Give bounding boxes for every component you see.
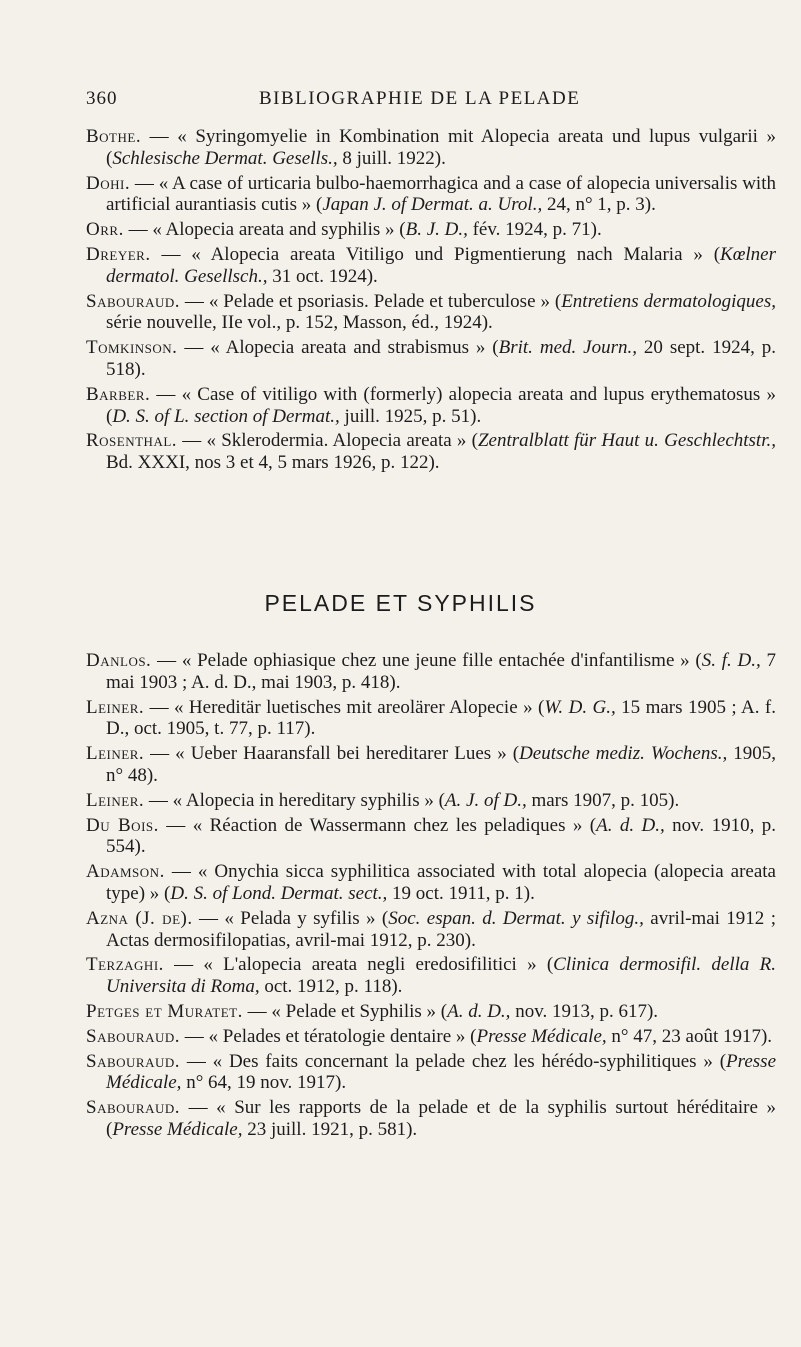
entry-author: Tomkinson. <box>86 337 178 359</box>
entry-source: Brit. med. Journ., <box>498 337 637 359</box>
entry-title: — « Pelades et tératologie dentaire » ( <box>180 1025 477 1047</box>
entry-details: 23 juill. 1921, p. 581). <box>242 1118 418 1140</box>
entry-author: Orr. <box>86 219 124 241</box>
entry-author: Adamson. <box>86 861 165 883</box>
entry-author: Rosenthal. <box>86 430 178 452</box>
page-header <box>0 88 801 122</box>
bibliography-entry <box>86 815 776 859</box>
entry-author: Dohi. <box>86 172 131 194</box>
entry-author: Sabouraud. <box>86 290 180 312</box>
entry-author: Danlos. <box>86 650 152 671</box>
bibliography-entry <box>86 173 776 217</box>
bibliography-entry <box>86 954 776 998</box>
entry-source: Presse Médicale, <box>106 1050 776 1094</box>
entry-details: 20 sept. 1924, p. 518). <box>106 337 776 380</box>
entry-title: — « Hereditär luetisches mit areolärer Alopecie » ( <box>144 696 545 718</box>
entry-source: Kœlner dermatol. Gesellsch., <box>106 243 776 287</box>
entry-details: n° 64, 19 nov. 1917). <box>181 1072 347 1094</box>
running-title: BIBLIOGRAPHIE DE LA PELADE <box>259 88 581 109</box>
entry-title: — « Onychia sicca syphilitica associated with total alopecia (alopecia areata type) » ( <box>106 861 776 904</box>
entry-details: 19 oct. 1911, p. 1). <box>387 882 535 904</box>
entry-details: nov. 1910, p. 554). <box>106 814 776 858</box>
entry-details: avril-mai 1912 ; Actas dermosifilopatias, avril-mai 1912, p. 230). <box>106 907 776 951</box>
bibliography-entry <box>86 337 776 381</box>
entry-title: — « Alopecia areata and strabismus » ( <box>177 337 499 359</box>
entry-author: Dreyer. <box>86 243 151 265</box>
entry-title: — « Ueber Haaransfall bei hereditarer Lues » ( <box>144 743 520 765</box>
entry-title: — « Alopecia in hereditary syphilis » ( <box>144 789 445 811</box>
bibliography-list <box>86 650 776 1144</box>
bibliography-entry <box>86 244 776 288</box>
bibliography-entry <box>86 697 776 741</box>
page-number: 360 <box>86 88 118 109</box>
entry-source: Clinica dermosifil. della R. Universita di Roma, <box>106 954 776 998</box>
entry-author: Leiner. <box>86 743 145 765</box>
bibliography-entry <box>86 1026 776 1048</box>
entry-source: Entretiens dermatologiques, <box>561 290 776 312</box>
entry-details: 24, n° 1, p. 3). <box>542 194 656 216</box>
entry-author: Petges et Muratet. <box>86 1000 243 1022</box>
entry-source: A. d. D., <box>447 1000 511 1022</box>
entry-title: — « Pelade ophiasique chez une jeune fille entachée d'infantilisme » ( <box>151 650 702 671</box>
entry-author: Azna (J. de). <box>86 907 193 929</box>
entry-author: Terzaghi. <box>86 954 164 976</box>
entry-source: Deutsche mediz. Wochens., <box>519 743 728 765</box>
entry-title: — « Syringomyelie in Kombination mit Alopecia areata und lupus vulgarii » ( <box>106 126 776 169</box>
entry-author: Bothe. <box>86 126 142 147</box>
entry-details: mars 1907, p. 105). <box>526 789 680 811</box>
entry-source: W. D. G., <box>544 696 616 718</box>
entry-details: 31 oct. 1924). <box>267 265 378 287</box>
entry-author: Sabouraud. <box>86 1050 180 1072</box>
entry-details: oct. 1912, p. 118). <box>259 976 403 998</box>
entry-author: Sabouraud. <box>86 1097 180 1119</box>
entry-details: 8 juill. 1922). <box>337 147 446 169</box>
entry-details: fév. 1924, p. 71). <box>467 219 602 241</box>
entry-source: Soc. espan. d. Dermat. y sifilog., <box>388 907 644 929</box>
entry-source: Schlesische Dermat. Gesells., <box>112 147 338 169</box>
entry-source: D. S. of L. section of Dermat., <box>112 405 340 427</box>
entry-details: 15 mars 1905 ; A. f. D., oct. 1905, t. 77, p. 117). <box>106 696 777 740</box>
entry-source: Japan J. of Dermat. a. Urol., <box>322 194 543 216</box>
entry-title: — « Alopecia areata and syphilis » ( <box>123 219 406 241</box>
bibliography-entry <box>86 291 776 335</box>
entry-author: Sabouraud. <box>86 1025 180 1047</box>
entry-title: — « Alopecia areata Vitiligo und Pigmentierung nach Malaria » ( <box>150 243 721 265</box>
section-heading: PELADE ET SYPHILIS <box>264 590 537 616</box>
bibliography-entry <box>86 219 776 241</box>
bibliography-entry <box>86 1051 776 1095</box>
entry-author: Barber. <box>86 383 151 405</box>
entry-title: — « L'alopecia areata negli eredosifilitici » ( <box>163 954 554 976</box>
bibliography-entry <box>86 430 776 474</box>
entry-details: nov. 1913, p. 617). <box>510 1000 659 1022</box>
entry-title: — « Sur les rapports de la pelade et de la syphilis surtout héréditaire » ( <box>106 1097 776 1140</box>
entry-title: — « Case of vitiligo with (formerly) alopecia areata and lupus erythematosus » ( <box>106 383 776 427</box>
entry-source: S. f. D., <box>701 650 761 671</box>
entry-source: D. S. of Lond. Dermat. sect., <box>170 882 388 904</box>
entry-author: Du Bois. <box>86 814 159 836</box>
entry-source: B. J. D., <box>405 219 468 241</box>
entry-details: 7 mai 1903 ; A. d. D., mai 1903, p. 418). <box>106 650 777 693</box>
bibliography-entry <box>86 650 776 694</box>
entry-source: Zentralblatt für Haut u. Geschlechtstr., <box>477 430 776 452</box>
bibliography-entry <box>86 861 776 905</box>
entry-title: — « A case of urticaria bulbo-haemorrhagica and a case of alopecia universalis with artificial aurantiasis cutis » ( <box>106 172 776 216</box>
bibliography-entry <box>86 908 776 952</box>
bibliography-entry <box>86 1097 776 1141</box>
entry-source: A. d. D., <box>596 814 665 836</box>
entry-details: juill. 1925, p. 51). <box>339 405 482 427</box>
entry-title: — « Des faits concernant la pelade chez les hérédo-syphilitiques » ( <box>180 1050 727 1072</box>
bibliography-entry <box>86 126 776 170</box>
entry-title: — « Sklerodermia. Alopecia areata » ( <box>177 430 478 452</box>
entry-title: — « Pelade et psoriasis. Pelade et tuberculose » ( <box>180 290 562 312</box>
bibliography-entry <box>86 743 776 787</box>
entry-details: n° 47, 23 août 1917). <box>606 1025 773 1047</box>
entry-title: — « Réaction de Wassermann chez les peladiques » ( <box>158 814 597 836</box>
entry-author: Leiner. <box>86 696 145 718</box>
entry-details: série nouvelle, IIe vol., p. 152, Masson, éd., 1924). <box>106 312 493 334</box>
bibliography-entry <box>86 384 776 428</box>
bibliography-list <box>86 126 776 477</box>
bibliography-entry <box>86 1001 776 1023</box>
entry-source: A. J. of D., <box>444 789 527 811</box>
entry-details: Bd. XXXI, nos 3 et 4, 5 mars 1926, p. 122). <box>106 452 440 474</box>
entry-author: Leiner. <box>86 789 145 811</box>
bibliography-entry <box>86 790 776 812</box>
entry-source: Presse Médicale, <box>476 1025 607 1047</box>
entry-title: — « Pelade et Syphilis » ( <box>242 1000 448 1022</box>
entry-source: Presse Médicale, <box>112 1118 243 1140</box>
entry-details: 1905, n° 48). <box>106 743 777 786</box>
entry-title: — « Pelada y syfilis » ( <box>192 907 389 929</box>
